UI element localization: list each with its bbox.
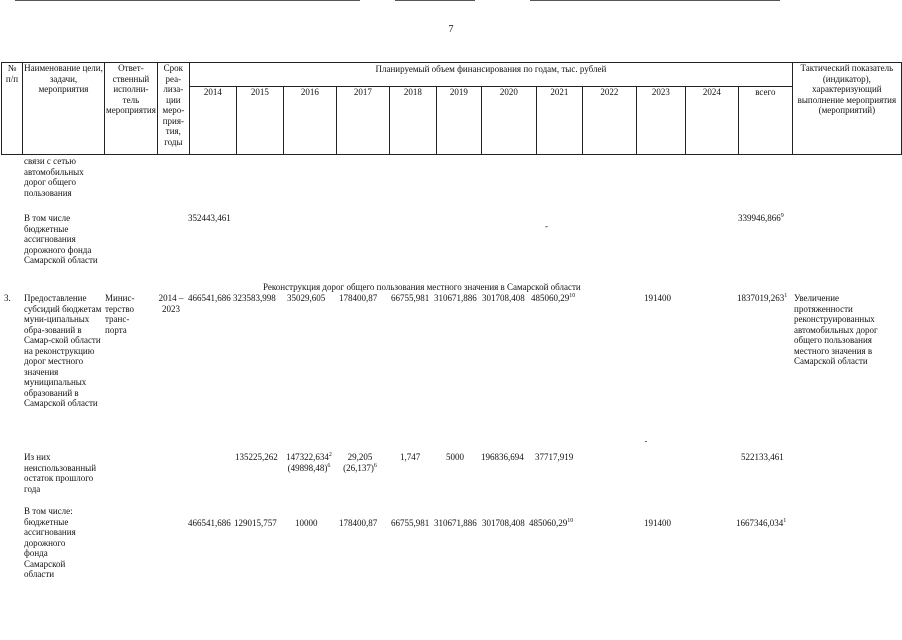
header-term: Срок реа-лиза-ции меро-прия-тия, годы [157, 63, 189, 155]
row5-name: В том числе: бюджетные ассигнования дорожного фонда Самарской области [24, 506, 76, 579]
row4-2019: 5000 [446, 452, 464, 462]
row2-total: 339946,866$^9$ [738, 213, 784, 223]
header-year: 2015 [236, 87, 283, 155]
header-year: 2016 [283, 87, 336, 155]
header-year-total: всего [738, 87, 792, 155]
row5-2019: 310671,886 [434, 518, 477, 528]
row3-2015: 323583,998 [233, 293, 276, 303]
row4-2017: 29,205 $(26,137)^6$ [343, 452, 377, 473]
row3-2021: 485060,29$^{10}$ [531, 293, 576, 303]
header-year: 2014 [189, 87, 236, 155]
scan-edge [0, 0, 902, 2]
row3-2023: 191400 [644, 293, 671, 303]
header-year: 2021 [536, 87, 582, 155]
row3-num: 3. [4, 293, 11, 303]
row4-2016: 147322,634$^2$ $(49898,48)^6$ [286, 452, 332, 473]
row1-name: связи с сетью автомобильных дорог общего пользования [24, 156, 84, 198]
header-table [1, 62, 902, 155]
page-number: 7 [448, 24, 454, 35]
row3-2016: 35029,605 [287, 293, 326, 303]
row5-2020: 301708,408 [482, 518, 525, 528]
row3-2014: 466541,686 [188, 293, 231, 303]
scan-speck [645, 441, 647, 442]
row2-name: В том числе бюджетные ассигнования дорожного фонда Самарской области [24, 213, 98, 265]
section-title: Реконструкция дорог общего пользования местного значения в Самарской области [263, 282, 581, 292]
row4-2015: 135225,262 [235, 452, 278, 462]
header-year: 2019 [436, 87, 481, 155]
row4-2018: 1,747 [400, 452, 421, 462]
header-indicator: Тактический показатель (индикатор), характеризующий выполнение мероприятия (мероприятий) [792, 63, 901, 155]
row5-2015: 129015,757 [234, 518, 277, 528]
header-num: № п/п [2, 63, 23, 155]
row5-2016: 10000 [295, 518, 318, 528]
row3-total: 1837019,263$^1$ [737, 293, 788, 303]
row4-2020: 196836,694 [481, 452, 524, 462]
header-name: Наименование цели, задачи, мероприятия [23, 63, 105, 155]
header-year: 2023 [636, 87, 685, 155]
row3-name: Предоставление субсидий бюджетам муни-ципальных обра-зований в Самар-ской области на реконструкцию дорог местного значения муниципальных образований в Самарской области [24, 293, 102, 408]
header-year: 2017 [336, 87, 389, 155]
row5-total: 1667346,034$^1$ [736, 518, 787, 528]
row4-total: 522133,461 [741, 452, 784, 462]
header-year: 2024 [685, 87, 738, 155]
row3-2020: 301708,408 [482, 293, 525, 303]
row3-2019: 310671,886 [434, 293, 477, 303]
row3-2018: 66755,981 [391, 293, 430, 303]
header-executor: Ответ-ственный исполни-тель мероприятия [105, 63, 158, 155]
row2-dash: - [545, 221, 548, 231]
row2-2014: 352443,461 [188, 213, 231, 223]
row5-2021: 485060,29$^{10}$ [529, 518, 574, 528]
row5-2014: 466541,686 [188, 518, 231, 528]
row3-indicator: Увеличение протяженности реконструированных автомобильных дорог общего пользования местного значения в Самарской области [794, 293, 878, 366]
row5-2018: 66755,981 [391, 518, 430, 528]
row5-2023: 191400 [644, 518, 671, 528]
row4-name: Из них неиспользованный остаток прошлого года [24, 452, 97, 494]
header-year: 2018 [389, 87, 436, 155]
header-plan: Планируемый объем финансирования по годам, тыс. рублей [189, 63, 792, 87]
row3-term: 2014 – 2023 [158, 293, 184, 314]
row3-executor: Минис-терство транс-порта [105, 293, 135, 335]
row5-2017: 178400,87 [339, 518, 378, 528]
header-year: 2020 [481, 87, 536, 155]
row3-2017: 178400,87 [339, 293, 378, 303]
header-year: 2022 [582, 87, 636, 155]
row4-2021: 37717,919 [535, 452, 574, 462]
